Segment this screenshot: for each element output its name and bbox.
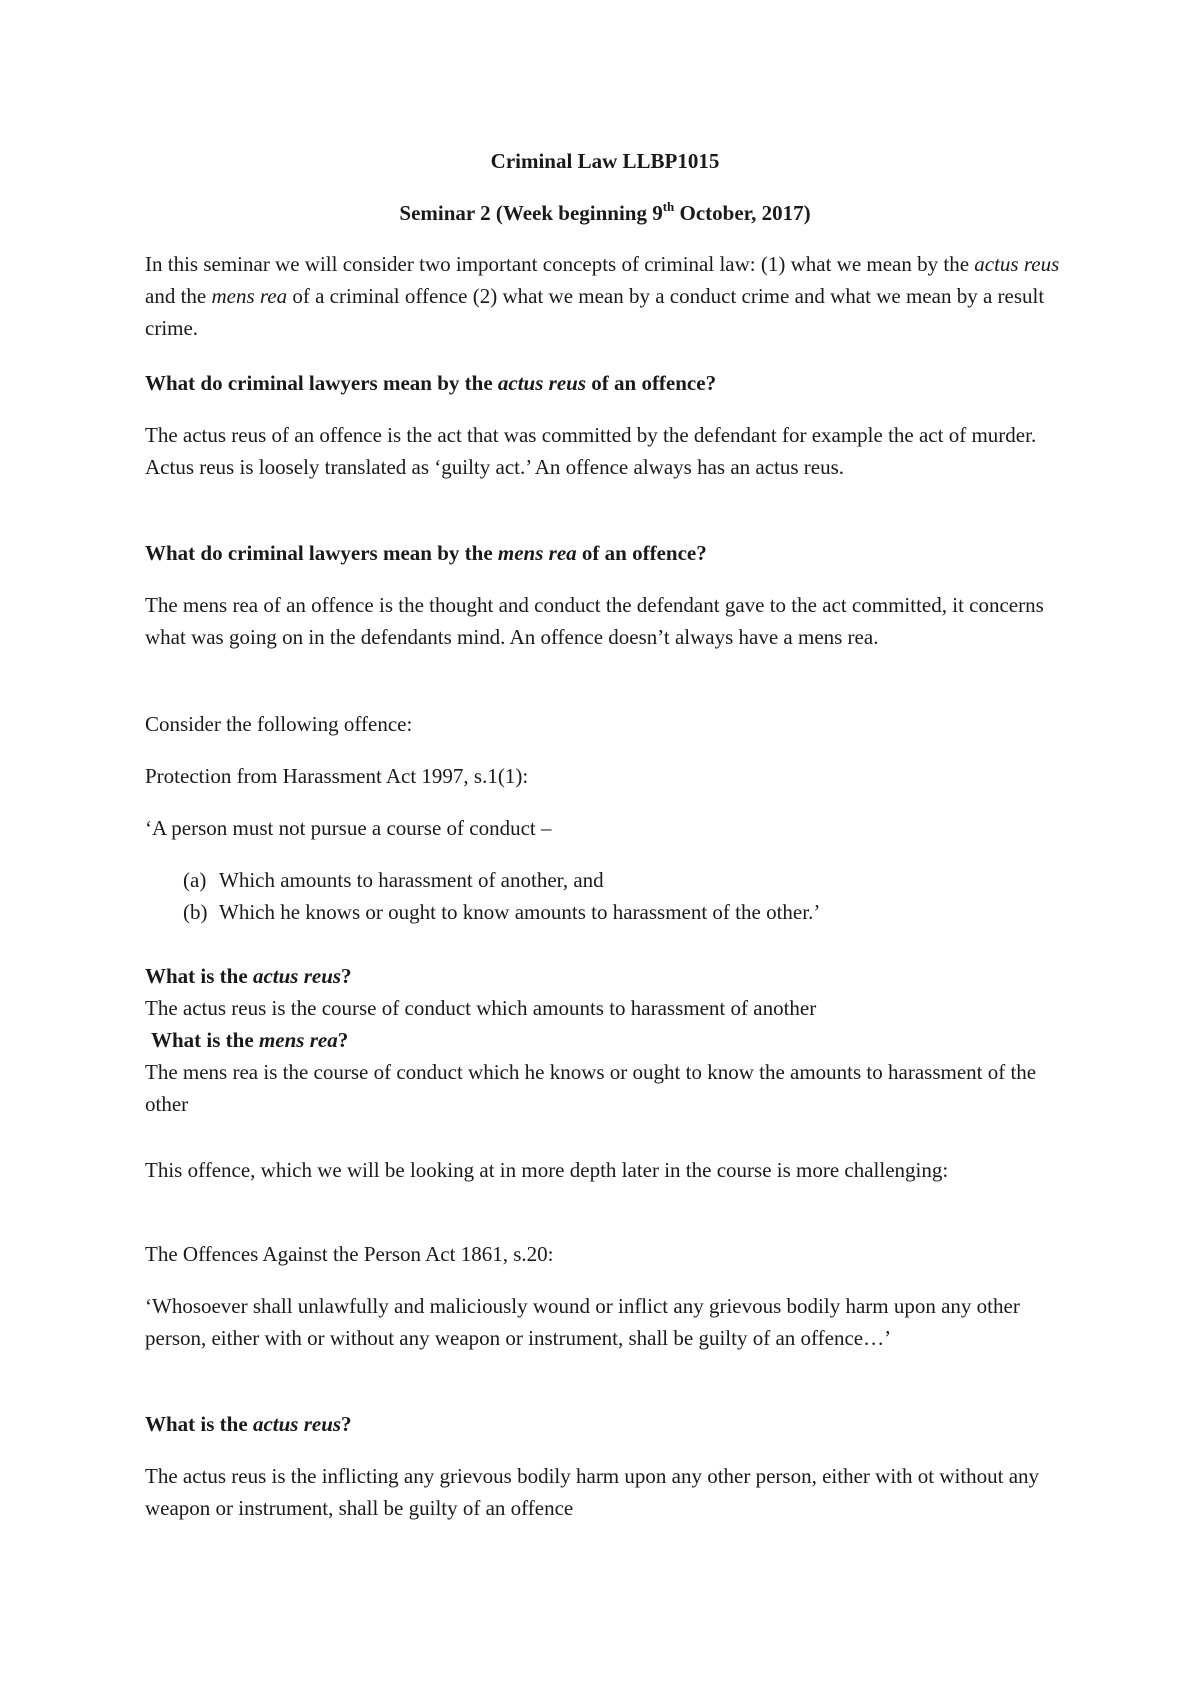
offence-paragraph: This offence, which we will be looking at in more depth later in the course is more challenging: [145,1158,949,1182]
question-heading-mens-rea: What do criminal lawyers mean by the mens rea of an offence? [145,541,707,565]
statute-citation-oapa: The Offences Against the Person Act 1861, s.20: [145,1242,554,1266]
consider-text: Consider the following offence: [145,712,413,736]
answer-mens-rea: The mens rea of an offence is the thought and conduct the defendant gave to the act committed, it concerns what was going on in the defendants mind. An offence doesn’t always have a mens rea. [145,593,1044,649]
answer-actus-reus-3: The actus reus is the inflicting any grievous bodily harm upon any other person, either with ot without any weapon or instrument, shall be guilty of an offence [145,1464,1040,1520]
answer-mens-rea-2: The mens rea is the course of conduct which he knows or ought to know the amounts to harassment of the other [145,1060,1037,1116]
intro-paragraph: In this seminar we will consider two important concepts of criminal law: (1) what we mean by the actus reus and the mens rea of a criminal offence (2) what we mean by a conduct crime and what we mean by a result crime. [145,252,1060,340]
answer-actus-reus: The actus reus of an offence is the act that was committed by the defendant for example the act of murder. Actus reus is loosely translated as ‘guilty act.’ An offence always has an actus reus. [145,423,1037,479]
answer-actus-reus-2: The actus reus is the course of conduct which amounts to harassment of another [145,996,817,1020]
question-heading-mens-rea-2: What is the mens rea? [151,1028,349,1052]
list-item: (b) Which he knows or ought to know amounts to harassment of the other.’ [183,900,821,924]
statute-quote-oapa: ‘Whosoever shall unlawfully and maliciously wound or inflict any grievous bodily harm upon any other person, either with or without any weapon or instrument, shall be guilty of an offence…’ [145,1294,1020,1350]
list-item: (a) Which amounts to harassment of another, and [183,868,604,892]
question-heading-actus-reus: What do criminal lawyers mean by the actus reus of an offence? [145,371,717,395]
statute-citation-harassment: Protection from Harassment Act 1997, s.1(1): [145,764,529,788]
document-title: Criminal Law LLBP1015 [490,149,720,173]
question-heading-actus-reus-2: What is the actus reus? [145,964,352,988]
document-subtitle: Seminar 2 (Week beginning 9th October, 2017) [399,199,811,225]
question-heading-actus-reus-3: What is the actus reus? [145,1412,352,1436]
statute-quote-harassment: ‘A person must not pursue a course of conduct – [145,816,552,840]
